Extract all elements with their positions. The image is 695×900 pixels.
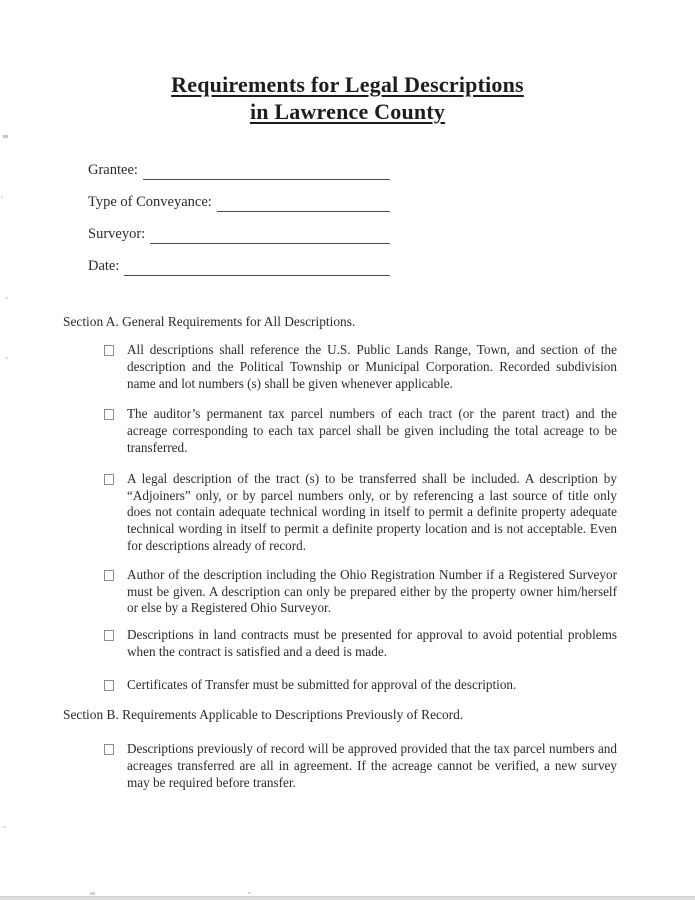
scan-artifact: [1, 196, 3, 198]
checklist-item-text: Descriptions previously of record will be approved provided that the tax parcel numbers and acreages transferred are all in agreement. If the acreage cannot be verified, a new survey may be required before transfer.: [127, 741, 617, 790]
checklist-item: [104, 567, 617, 617]
field-blank-line-conveyance: [217, 194, 390, 212]
checklist-item-text: Descriptions in land contracts must be presented for approval to avoid potential problems when the contract is satisfied and a deed is made.: [127, 627, 617, 659]
checklist-item: [104, 627, 617, 661]
document-title: [0, 71, 695, 125]
scan-artifact: [248, 892, 251, 894]
checklist-item-text: All descriptions shall reference the U.S. Public Lands Range, Town, and section of the description and the Political Township or Municipal Corporation. Recorded subdivision name and lot numbers (s) shall be given whenever applicable.: [127, 342, 617, 391]
field-label-surveyor: Surveyor:: [88, 226, 146, 242]
field-blank-line-date: [124, 258, 390, 276]
field-label-conveyance: Type of Conveyance:: [88, 194, 212, 210]
checkbox-icon: [104, 744, 114, 755]
scan-artifact: [90, 892, 95, 895]
form-fields: [88, 160, 390, 288]
checklist-item: [104, 342, 617, 392]
field-row-date: [88, 256, 390, 276]
checkbox-icon: [104, 409, 114, 420]
document-title-line2: in Lawrence County: [249, 99, 446, 124]
checkbox-icon: [104, 474, 114, 485]
field-row-conveyance: [88, 192, 390, 212]
field-blank-line-grantee: [143, 162, 390, 180]
scan-artifact: [3, 826, 6, 828]
field-label-date: Date:: [88, 258, 120, 274]
field-row-surveyor: [88, 224, 390, 244]
checklist-item-text: The auditor’s permanent tax parcel numbers of each tract (or the parent tract) and the acreage corresponding to each tax parcel shall be given including the total acreage to be transferred.: [127, 406, 617, 455]
checkbox-icon: [104, 680, 114, 691]
section-b-checklist: [104, 741, 617, 791]
document-title-line1: Requirements for Legal Descriptions: [171, 72, 524, 97]
section-a-heading: Section A. General Requirements for All Descriptions.: [63, 314, 356, 329]
checklist-item: [104, 741, 617, 791]
checkbox-icon: [104, 630, 114, 641]
checkbox-icon: [104, 345, 114, 356]
checklist-item: [104, 471, 617, 555]
section-a-checklist: [104, 342, 617, 694]
checkbox-icon: [104, 570, 114, 581]
field-blank-line-surveyor: [150, 226, 390, 244]
section-b-heading: Section B. Requirements Applicable to Descriptions Previously of Record.: [63, 707, 464, 722]
scan-artifact: [5, 297, 8, 299]
checklist-item: [104, 406, 617, 456]
checklist-item: [104, 677, 617, 694]
scan-edge-band: [0, 896, 695, 900]
checklist-item-text: A legal description of the tract (s) to be transferred shall be included. A description by “Adjoiners” only, or by parcel numbers only, or by referencing a last source of title only does not contain adequate technical wording in itself to permit a definite property adequate technical wording in itself to permit a definite property location and is not acceptable. Even for descriptions already of record.: [127, 470, 617, 553]
field-label-grantee: Grantee:: [88, 162, 138, 178]
checklist-item-text: Certificates of Transfer must be submitted for approval of the description.: [127, 676, 517, 692]
scan-artifact: [5, 357, 8, 359]
checklist-item-text: Author of the description including the Ohio Registration Number if a Registered Surveyor must be given. A description can only be prepared either by the property owner him/herself or else by a Registered Ohio Surveyor.: [127, 566, 617, 616]
scan-artifact: [3, 135, 8, 138]
field-row-grantee: [88, 160, 390, 180]
